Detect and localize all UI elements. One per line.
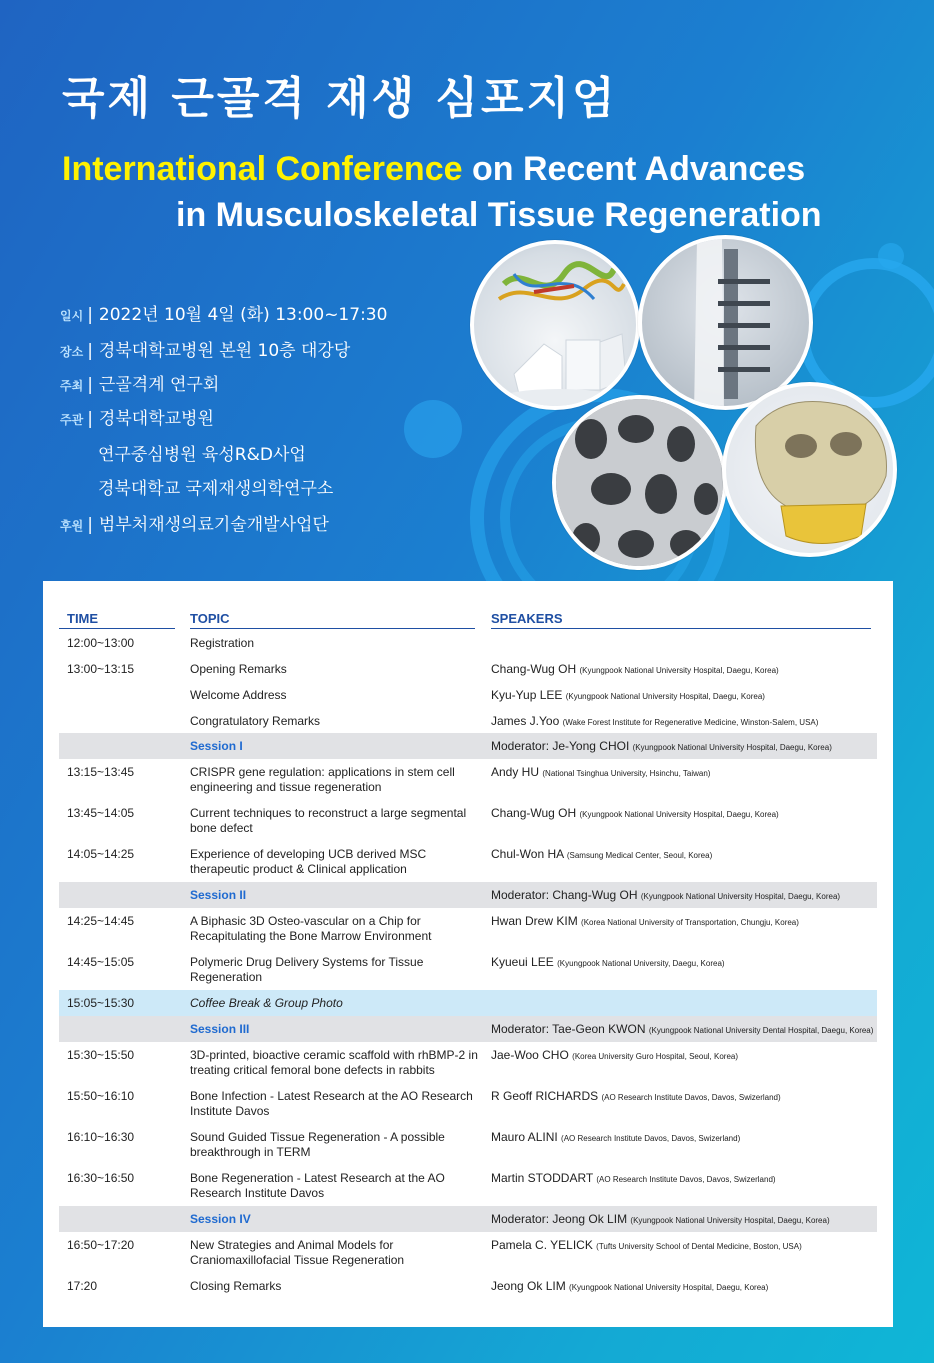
row-topic: Welcome Address [190,688,287,702]
row-time: 17:20 [67,1279,98,1293]
title-korean: 국제 근골격 재생 심포지엄 [62,73,618,124]
speaker-affiliation: (National Tsinghua University, Hsinchu, Taiwan) [542,769,711,778]
header-underline [59,628,175,629]
session-row [59,882,877,908]
info-row-host [60,370,219,395]
header-underline [190,628,475,629]
schedule-table [43,581,893,1327]
moderator-name: Moderator: Je-Yong CHOI [491,739,630,753]
row-time: 12:00~13:00 [67,636,135,650]
table-row [59,847,877,885]
speaker-affiliation: (AO Research Institute Davos, Davos, Swizerland) [596,1175,776,1184]
title-english-highlight: International Conference [62,150,463,188]
speaker-name: Pamela C. YELICK [491,1238,593,1252]
speaker-affiliation: (Kyungpook National University Hospital, Daegu, Korea) [632,743,832,752]
row-topic: Bone Infection - Latest Research at the AO Research Institute Davos [190,1089,473,1118]
speaker-name: Jeong Ok LIM [491,1279,566,1293]
speaker-affiliation: (Kyungpook National University Dental Hospital, Daegu, Korea) [648,1026,874,1035]
row-time: 13:45~14:05 [67,806,135,820]
row-speaker [491,888,881,902]
row-topic: Coffee Break & Group Photo [190,996,343,1010]
table-row [59,806,877,844]
info-value: 경북대학교병원 본원 10층 대강당 [98,341,351,361]
speaker-name: Martin STODDART [491,1171,594,1185]
speaker-name: Andy HU [491,765,540,779]
row-speaker [491,806,881,820]
info-label: 주최 [60,379,84,393]
row-speaker [491,1212,881,1226]
speaker-affiliation: (Kyungpook National University, Daegu, Korea) [557,959,725,968]
title-english [62,146,902,238]
row-speaker [491,1279,881,1293]
row-topic: Current techniques to reconstruct a large segmental bone defect [190,806,467,835]
title-english-line2: in Musculoskeletal Tissue Regeneration [176,196,822,234]
speaker-affiliation: (AO Research Institute Davos, Davos, Swizerland) [561,1134,741,1143]
speaker-name: Jae-Woo CHO [491,1048,569,1062]
row-speaker [491,1238,881,1252]
speaker-affiliation: (Kyungpook National University Hospital, Daegu, Korea) [579,666,779,675]
row-topic: Closing Remarks [190,1279,282,1293]
row-speaker [491,714,881,728]
speaker-name: Hwan Drew KIM [491,914,578,928]
deco-dot [404,400,462,458]
header-underline [491,628,871,629]
row-speaker [491,662,881,676]
row-topic: Opening Remarks [190,662,287,676]
session-row [59,733,877,759]
speaker-affiliation: (AO Research Institute Davos, Davos, Swizerland) [601,1093,781,1102]
session-row [59,1206,877,1232]
row-speaker [491,914,881,928]
info-sep: | [87,375,93,395]
info-sep: | [87,409,93,429]
row-topic: New Strategies and Animal Models for Craniomaxillofacial Tissue Regeneration [190,1238,405,1267]
speaker-affiliation: (Samsung Medical Center, Seoul, Korea) [566,851,713,860]
speaker-affiliation: (Tufts University School of Dental Medicine, Boston, USA) [596,1242,802,1251]
row-topic: A Biphasic 3D Osteo-vascular on a Chip for Recapitulating the Bone Marrow Environment [190,914,432,943]
session-label: Session IV [190,1212,251,1226]
moderator-name: Moderator: Jeong Ok LIM [491,1212,628,1226]
session-label: Session II [190,888,247,902]
speaker-affiliation: (Kyungpook National University Hospital, Daegu, Korea) [640,892,841,901]
speaker-name: Kyueui LEE [491,955,554,969]
row-topic: Polymeric Drug Delivery Systems for Tissue Regeneration [190,955,424,984]
table-row [59,955,877,993]
row-speaker [491,1089,881,1103]
info-row-organizer-2 [98,440,306,465]
row-time: 14:45~15:05 [67,955,135,969]
speaker-name: Mauro ALINI [491,1130,558,1144]
speaker-affiliation: (Kyungpook National University Hospital, Daegu, Korea) [569,1283,769,1292]
info-value: 범부처재생의료기술개발사업단 [98,515,329,535]
scaffold-protein-photo [470,240,640,410]
row-speaker [491,688,881,702]
speaker-affiliation: (Korea National University of Transportation, Chungju, Korea) [581,918,799,927]
row-topic: Bone Regeneration - Latest Research at the AO Research Institute Davos [190,1171,445,1200]
moderator-name: Moderator: Chang-Wug OH [491,888,638,902]
header-speakers: SPEAKERS [491,611,563,626]
title-english-rest: on Recent Advances [471,150,806,188]
table-row [59,662,877,686]
row-speaker [491,1022,881,1036]
info-value: 경북대학교병원 [98,409,214,429]
table-row [59,765,877,803]
skull-illustration [726,386,897,557]
row-time: 15:30~15:50 [67,1048,135,1062]
info-label: 일시 [60,309,84,323]
row-speaker [491,955,881,969]
scaffold-illustration [474,244,640,410]
speaker-name: James J.Yoo [491,714,560,728]
speaker-affiliation: (Kyungpook National University Hospital, Daegu, Korea) [579,810,779,819]
session-row [59,1016,877,1042]
row-topic: CRISPR gene regulation: applications in stem cell engineering and tissue regeneration [190,765,455,794]
speaker-name: Chang-Wug OH [491,806,577,820]
row-speaker [491,1130,881,1144]
info-label: 주관 [60,413,84,427]
craniofacial-skull-photo [722,382,897,557]
header-topic: TOPIC [190,611,230,626]
table-row [59,688,877,712]
speaker-affiliation: (Kyungpook National University Hospital, Daegu, Korea) [565,692,765,701]
table-row [59,1171,877,1209]
deco-dot [878,243,904,269]
trabecular-bone-photo [552,395,727,570]
speaker-name: Kyu-Yup LEE [491,688,563,702]
info-row-sponsor [60,510,329,535]
info-value: 근골격계 연구회 [98,375,220,395]
table-row [59,636,877,660]
info-value: 2022년 10월 4일 (화) 13:00~17:30 [98,305,388,325]
table-row [59,1238,877,1276]
info-sep: | [87,341,93,361]
info-row-venue [60,336,350,361]
speaker-name: Chang-Wug OH [491,662,577,676]
info-row-date [60,300,387,325]
row-topic: Sound Guided Tissue Regeneration - A possible breakthrough in TERM [190,1130,445,1159]
header-time: TIME [67,611,99,626]
row-time: 15:05~15:30 [67,996,135,1010]
row-speaker [491,739,881,753]
speaker-affiliation: (Wake Forest Institute for Regenerative Medicine, Winston-Salem, USA) [562,718,819,727]
row-time: 16:50~17:20 [67,1238,135,1252]
row-topic: 3D-printed, bioactive ceramic scaffold with rhBMP-2 in treating critical femoral bone defects in rabbits [190,1048,478,1077]
info-sep: | [87,305,93,325]
row-time: 16:10~16:30 [67,1130,135,1144]
row-speaker [491,1171,881,1185]
table-row [59,1130,877,1168]
speaker-name: Chul-Won HA [491,847,564,861]
row-speaker [491,1048,881,1062]
info-row-organizer [60,404,214,429]
info-label: 후원 [60,519,84,533]
row-topic: Registration [190,636,255,650]
row-speaker [491,765,881,779]
speaker-name: R Geoff RICHARDS [491,1089,599,1103]
row-time: 14:25~14:45 [67,914,135,928]
break-row [59,990,877,1016]
info-value: 경북대학교 국제재생의학연구소 [98,479,334,499]
speaker-affiliation: (Korea University Guro Hospital, Seoul, Korea) [572,1052,739,1061]
row-topic: Congratulatory Remarks [190,714,321,728]
row-time: 14:05~14:25 [67,847,135,861]
info-label: 장소 [60,345,84,359]
row-time: 13:15~13:45 [67,765,135,779]
table-row [59,1089,877,1127]
row-time: 16:30~16:50 [67,1171,135,1185]
row-time: 15:50~16:10 [67,1089,135,1103]
speaker-affiliation: (Kyungpook National University Hospital, Daegu, Korea) [630,1216,830,1225]
row-topic: Experience of developing UCB derived MSC therapeutic product & Clinical application [190,847,427,876]
table-row [59,914,877,952]
info-row-organizer-3 [98,474,333,499]
table-row [59,1279,877,1303]
porous-bone-illustration [556,399,727,570]
moderator-name: Moderator: Tae-Geon KWON [491,1022,646,1036]
session-label: Session III [190,1022,250,1036]
info-sep: | [87,515,93,535]
info-value: 연구중심병원 육성R&D사업 [98,445,306,465]
session-label: Session I [190,739,243,753]
table-row [59,1048,877,1086]
row-speaker [491,847,881,861]
row-time: 13:00~13:15 [67,662,135,676]
